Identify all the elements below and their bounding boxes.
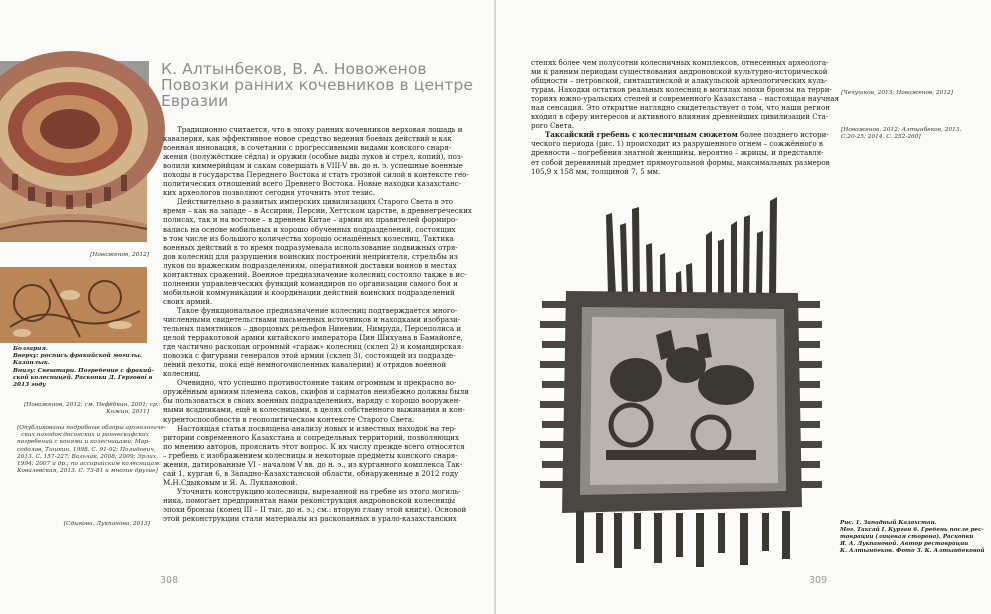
text-line: ет собой деревянный предмет прямоугольной формы, максимальных размеров: [531, 157, 830, 167]
taksai-comb-photo: [536, 195, 826, 570]
text-line: этой реконструкции стали материалы из раскопанных в урало-казахстанских: [163, 514, 457, 524]
paragraph: [163, 125, 469, 198]
caption-line: 2013 году: [13, 382, 46, 389]
figure-1-caption: [840, 520, 990, 555]
text-line: политических отношений всего Древнего Востока. Новые находки казахстанс-: [163, 179, 462, 189]
left-page: [0, 0, 495, 614]
text-line: повозка с фигурами генералов этой армии (склеп 3), состоящей из подразде-: [163, 351, 456, 361]
text-line: численными свидетельствами письменных источников и находками изобрази-: [163, 314, 461, 324]
paragraph: [163, 197, 472, 306]
text-line: степях более чем полусотни колесничных комплексов, отнесенных археолога-: [531, 58, 829, 67]
paragraph: [163, 378, 469, 424]
caption-line: К. Алтынбеков. Фото З. К. Алтынбековой: [840, 548, 985, 554]
paragraph: [531, 58, 840, 131]
reference-line: [Сдыкова, Лукпанова, 2013]: [63, 521, 150, 527]
thracian-tomb-fresco-photo: [0, 129, 147, 242]
caption-line: Рис. 1. Западный Казахстан.: [840, 520, 937, 526]
caption-line: Я. А. Лукпановой. Автор реставрации: [840, 541, 969, 547]
text-line: Настоящая статья посвящена анализу новых и известных находок на тер-: [177, 423, 457, 433]
text-line: жения (полужёсткие сёдла) и оружия (особые виды луков и стрел, копий), поз-: [163, 152, 464, 162]
right-page: [496, 0, 991, 614]
text-line: Действительно в развитых имперских цивилизациях Старого Света в это: [177, 197, 454, 207]
text-line: тельных памятников – дворцовых рельефов Ниневии, Нимруда, Персеполиса и: [163, 324, 462, 334]
reference-line: [Чечушков, 2013; Новоженов, 2012]: [841, 90, 954, 96]
paragraph: [531, 130, 830, 176]
text-line: военная инновация, в сочетании с прогрессивными видами конского снаря-: [163, 143, 452, 153]
text-line: турам. Находки остатков реальных колесниц в могилах эпохи бронзы на терри-: [531, 85, 832, 95]
text-line: Очевидно, что успешно противостояние таким огромным и прекрасно во-: [177, 378, 457, 388]
text-line: ная сенсация. Это открытие наглядно свидетельствует о том, что наши регион: [531, 103, 830, 113]
header-authors: К. Алтынбеков, В. А. Новоженов: [161, 60, 427, 78]
text-line: ми к ранним периодам существования андроновской культурно-исторической: [531, 67, 828, 77]
running-header: [161, 60, 474, 110]
caption-line: Казанлык.: [13, 360, 50, 367]
page-number: 309: [809, 575, 828, 586]
text-line: [531, 130, 829, 140]
reference-line: 1994; 2007 и др.; по ассирийским колесницам:: [17, 461, 161, 468]
text-line: жения, датированные VI - началом V вв. до н. э., из курганного комплекса Так-: [163, 459, 463, 469]
text-line: ритории современного Казахстана и сопредельных территорий, позволяющих: [163, 432, 460, 442]
text-line: древности – погребения знатной женщины, вероятно – жрицы, и представля-: [531, 148, 824, 158]
reference-note-3: [60, 521, 150, 528]
side-reference-2: [841, 127, 981, 141]
text-line: мобильной коммуникации и координации действий воинских подразделений: [163, 287, 455, 297]
text-line: дов колесниц для разрушения воинских построений неприятеля, стрельбы из: [163, 251, 458, 261]
text-line: 105,9 х 158 мм, толщиной 7, 5 мм.: [531, 166, 661, 176]
text-line: общности – петровской, синташтинской и алакульской археологических куль-: [531, 76, 828, 86]
text-line: входил в сферу интересов и активного влияния древнейших цивилизаций Ста-: [531, 112, 829, 122]
text-line: полнении управленческих функций командиров по организации самого боя и: [163, 278, 458, 288]
paragraph: [163, 305, 463, 379]
text-line: луков по вражеским подразделениям, оперативной доставки воинов в местах: [163, 260, 457, 270]
burial-image: [0, 267, 147, 343]
caption-line: Мог. Таксай I. Курган 6. Гребень после рес-: [840, 527, 984, 533]
reference-line: Кожин, 2011]: [106, 409, 149, 416]
text-line: целой терракотовой армии китайского императора Цин Шихуана в Бамайонге,: [163, 333, 463, 343]
fresco-image: [0, 129, 147, 242]
caption-line: таврации (лицевая сторона). Раскопки: [840, 534, 974, 540]
text-line: ческого периода (рис. 1) происходит из разрушенного огнем – сожжённого в: [531, 139, 823, 149]
text-line: сай 1, курган 6, в Западно-Казахстанской области, обнаруженные в 2012 году: [163, 468, 459, 478]
taksai-first-line: более позднего истори-: [740, 130, 829, 140]
fresco-credit-text: [Новоженов, 2012]: [90, 252, 150, 258]
paragraph: [163, 486, 467, 524]
reference-line: [Опубликованы подробные обзоры археологиче-: [17, 425, 166, 431]
text-line: бы пользоваться в своих военных подразделениях, наряду с хорошо вооружен-: [163, 396, 461, 406]
text-line: ториях южно-уральских степей и современного Казахстана – настоящая научная: [531, 94, 840, 104]
text-line: ника, помогает предпринятая нами реконструкция андроновской колесницы: [163, 495, 456, 505]
text-line: своих армий.: [163, 296, 213, 306]
comb-image: [536, 195, 826, 570]
text-line: ких археологов позволяют сегодня уточнить этот тезис.: [163, 188, 375, 198]
reference-note-2: [17, 425, 166, 475]
text-line: кавалерия, как эффективное новое средство ведения боевых действий и как: [163, 134, 452, 144]
text-line: Такое функциональное предназначение колесниц подтверждается много-: [177, 305, 458, 315]
text-line: курентоспособности в геополитическом контексте Старого Света.: [163, 414, 415, 424]
fresco-credit: [90, 252, 150, 259]
text-line: оружённым армиям племена саков, скифов и сарматов неизбежно должны были: [163, 387, 469, 397]
caption-line: Вверху: роспись фракийской могилы.: [13, 353, 142, 360]
reference-line: [Новоженов, 2012; см. Нефёдкин, 2001; ср.:: [24, 402, 161, 408]
reference-line: ских находок досанских и раннескифских: [21, 432, 149, 439]
paragraph: [163, 423, 465, 487]
left-body-text: [163, 125, 472, 524]
reference-line: содолов, Тишкин, 1998. С. 91-92; Полидович,: [17, 446, 156, 453]
text-line: эпохи бронзы (конец III – II тыс. до н. э.; см.: вторую главу этой книги). Основой: [163, 504, 467, 514]
text-line: колесниц.: [163, 369, 201, 379]
side-reference-1: [841, 90, 981, 97]
right-body-text: [531, 58, 840, 176]
caption-line: Болгария.: [13, 346, 48, 352]
reference-line: 2013. С. 157-227; Вальчак, 2008; 2009; Эрлих,: [17, 453, 158, 460]
text-line: контактных сражений. Военное предназначение колесниц состояло также в ис-: [163, 269, 467, 279]
text-line: походы в государства Переднего Востока и стать грозной силой в контексте гео-: [163, 170, 469, 180]
text-line: время – как на западе – в Ассирии, Персии, Хеттском царстве, в древнегреческих: [163, 206, 472, 216]
reference-line: Ковалевская, 2013. С. 73-81 и многие другие]: [17, 468, 158, 475]
reference-note-1: [24, 402, 161, 416]
text-line: ными всадниками, ещё и колесницами, в целях собственного выживания и кон-: [163, 405, 465, 415]
text-line: в том числе из большого количества хорошо оснащённых колесниц. Тактика: [163, 233, 454, 243]
text-line: где частично раскопан огромный «гараж» колесниц (склеп 2) и командирская: [163, 342, 462, 352]
caption-line: Внизу: Свештари. Погребение с фракий-: [13, 367, 154, 374]
reference-line: С.20-25; 2014. С. 252-260]: [841, 134, 921, 141]
text-line: Уточнить конструкцию колесницы, вырезанной на гребне из этого могиль-: [177, 486, 461, 496]
text-line: по мнению авторов, прояснить этот вопрос. К их числу прежде всего относятся: [163, 441, 465, 451]
text-line: – гребень с изображением колесницы и некоторые предметы конского снаря-: [163, 450, 458, 460]
header-title-line-2: Повозки ранних кочевников в центре: [161, 76, 474, 94]
reference-line: [Новоженов, 2012; Алтынбеков, 2013.: [841, 127, 962, 133]
header-title-line-3: Евразии: [161, 92, 229, 110]
text-line: М.Н.Сдыковым и Я. А. Лукпановой.: [163, 477, 298, 487]
text-line: вались на основе мобильных и хорошо обученных подразделений, состоящих: [163, 224, 456, 234]
page-number: 308: [160, 575, 179, 586]
bulgaria-caption: [13, 346, 153, 389]
sveshtari-chariot-burial-photo: [0, 267, 147, 343]
reference-line: погребений с конями и колесницами: Мар-: [17, 439, 150, 446]
text-line: рого Света.: [531, 121, 575, 131]
text-line: лений пехоты, пока ещё немногочисленных кавалерии) и отрядов военной: [163, 360, 447, 370]
text-line: волили киммерийцам и сакам совершать в VIII-V вв. до н. э. успешные военные: [163, 161, 463, 171]
taksai-heading: Таксайский гребень с колесничным сюжетом: [545, 130, 738, 140]
text-line: полисах, так и на востоке – в древнем Китае – армии их правителей формиро-: [163, 215, 458, 225]
caption-line: ской колесницей. Раскопки Д. Гергової в: [13, 374, 153, 381]
text-line: военных действий в то время подразумевала использование подвижных отря-: [163, 242, 458, 252]
text-line: Традиционно считается, что в эпоху ранних кочевников верховая лошадь и: [177, 125, 463, 134]
